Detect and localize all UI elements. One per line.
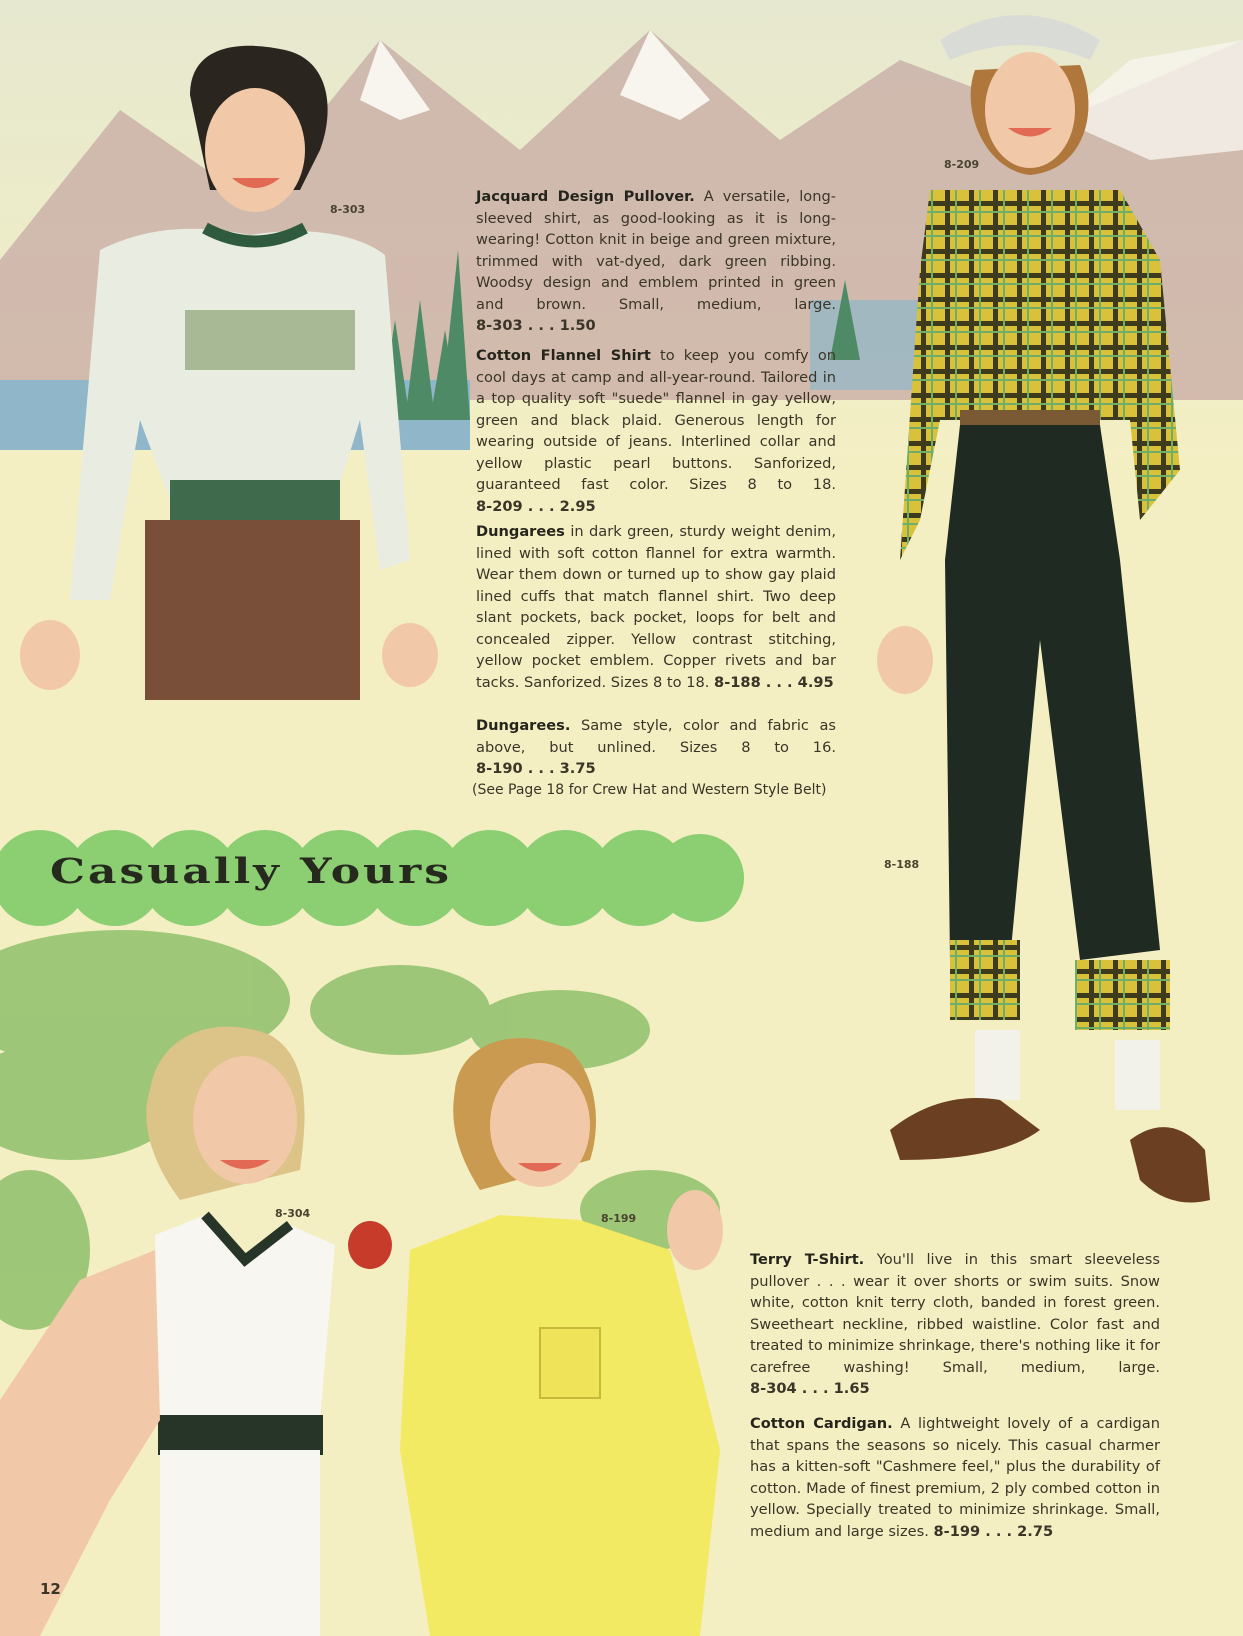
- product-description: A versatile, long-sleeved shirt, as good-looking as it is long-wearing! Cotton knit in beige and green mixture, trimmed with vat-dyed, dark green ribbing. Woodsy design and emblem printed in green and brown. Small, medium, large.: [476, 188, 837, 313]
- product-description: You'll live in this smart sleeveless pullover . . . wear it over shorts or swim suits. Snow white, cotton knit terry cloth, banded in forest green. Sweetheart neckline, ribbed waistline. Color fast and treated to minimize shrinkage, there's nothing like it for carefree washing! Small, medium, large.: [750, 1251, 1160, 1376]
- product-dungarees-unlined: [476, 715, 836, 780]
- product-pullover: [476, 186, 836, 337]
- product-name: Dungarees: [476, 523, 565, 540]
- product-terry-tshirt: [750, 1249, 1160, 1400]
- product-name: Terry T-Shirt.: [750, 1251, 865, 1268]
- product-description: Same style, color and fabric as above, but unlined. Sizes 8 to 16.: [476, 717, 836, 756]
- product-cotton-cardigan: [750, 1413, 1160, 1542]
- product-price: 8-209 . . . 2.95: [476, 497, 596, 515]
- cardigan-figure: [348, 1038, 723, 1636]
- product-description: A lightweight lovely of a cardigan that spans the seasons so nicely. This casual charmer has a kitten-soft "Cashmere feel," plus the durability of cotton. Made of finest premium, 2 ply combed cotton in yellow. Specially treated to minimize shrinkage. Small, medium and large sizes.: [750, 1415, 1160, 1540]
- page-title: Casually Yours: [50, 852, 452, 892]
- product-name: Cotton Cardigan.: [750, 1415, 893, 1432]
- product-price: 8-199 . . . 2.75: [933, 1522, 1054, 1540]
- product-price: 8-303 . . . 1.50: [476, 317, 596, 334]
- product-name: Dungarees.: [476, 717, 571, 734]
- tshirt-label: 8-304: [275, 1207, 311, 1220]
- pullover-label: 8-303: [330, 203, 366, 216]
- product-flannel-shirt: [476, 345, 836, 517]
- flannel-shirt-label: 8-209: [944, 158, 980, 171]
- product-description: in dark green, sturdy weight denim, lined with soft cotton flannel for extra warmth. Wear them down or turned up to show gay plaid lined cuffs that match flannel shirt. Two deep slant pockets, back pocket, loops for belt and concealed zipper. Yellow contrast stitching, yellow pocket emblem. Copper rivets and bar tacks. Sanforized. Sizes 8 to 18.: [476, 523, 836, 691]
- product-name: Jacquard Design Pullover.: [476, 188, 695, 205]
- product-price: 8-304 . . . 1.65: [750, 1380, 870, 1397]
- product-description: to keep you comfy on cool days at camp and all-year-round. Tailored in a top quality soft "suede" flannel in gay yellow, green and black plaid. Generous length for wearing outside of jeans. Interlined collar and yellow plastic pearl buttons. Sanforized, guaranteed fast color. Sizes 8 to 18.: [476, 347, 837, 493]
- cardigan-label: 8-199: [601, 1212, 637, 1225]
- dungarees-label: 8-188: [884, 858, 920, 871]
- page-number: 12: [40, 1580, 61, 1598]
- product-price: 8-190 . . . 3.75: [476, 760, 596, 777]
- product-name: Cotton Flannel Shirt: [476, 347, 651, 364]
- product-price: 8-188 . . . 4.95: [714, 673, 834, 691]
- see-page-note: (See Page 18 for Crew Hat and Western Style Belt): [472, 782, 827, 798]
- product-dungarees-lined: [476, 521, 836, 693]
